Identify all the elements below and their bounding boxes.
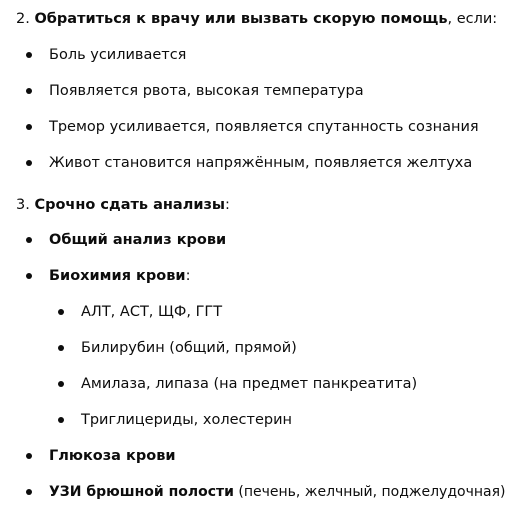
list-item [49, 266, 190, 286]
sub-list-item: АЛТ, АСТ, ЩФ, ГГТ [81, 304, 223, 320]
list-item: Боль усиливается [49, 47, 187, 63]
bullet-icon [26, 52, 32, 58]
bullet-icon [26, 124, 32, 130]
list-item [49, 230, 226, 250]
list-item-tail: (печень, желчный, поджелудочная) [233, 484, 506, 500]
bullet-icon [58, 345, 64, 351]
bullet-icon [26, 273, 32, 279]
bullet-icon [26, 160, 32, 166]
list-item-bold: УЗИ брюшной полости [49, 484, 234, 500]
section-title: Обратиться к врачу или вызвать скорую помощь [34, 11, 448, 27]
bullet-icon [58, 417, 64, 423]
list-item [49, 446, 176, 466]
list-item-tail: : [185, 268, 191, 284]
list-item-bold: Общий анализ крови [49, 232, 227, 248]
bullet-icon [26, 88, 32, 94]
section-number: 3. [16, 197, 30, 213]
section-title: Срочно сдать анализы [34, 197, 226, 213]
list-item: Появляется рвота, высокая температура [49, 83, 364, 99]
list-item: Живот становится напряжённым, появляется желтуха [49, 155, 473, 171]
sub-list-item: Амилаза, липаза (на предмет панкреатита) [81, 376, 418, 392]
bullet-icon [58, 309, 64, 315]
section-title-tail: : [225, 197, 230, 213]
list-item-bold: Глюкоза крови [49, 448, 176, 464]
section-heading [16, 195, 230, 215]
list-item-bold: Биохимия крови [49, 268, 186, 284]
bullet-icon [26, 489, 32, 495]
section-number: 2. [16, 11, 30, 27]
sub-list-item: Триглицериды, холестерин [81, 412, 292, 428]
section-title-tail: , если: [447, 11, 498, 27]
list-item: Тремор усиливается, появляется спутанность сознания [49, 119, 479, 135]
bullet-icon [58, 381, 64, 387]
section-heading [16, 9, 497, 29]
sub-list-item: Билирубин (общий, прямой) [81, 340, 297, 356]
list-item [49, 482, 505, 502]
bullet-icon [26, 453, 32, 459]
bullet-icon [26, 237, 32, 243]
